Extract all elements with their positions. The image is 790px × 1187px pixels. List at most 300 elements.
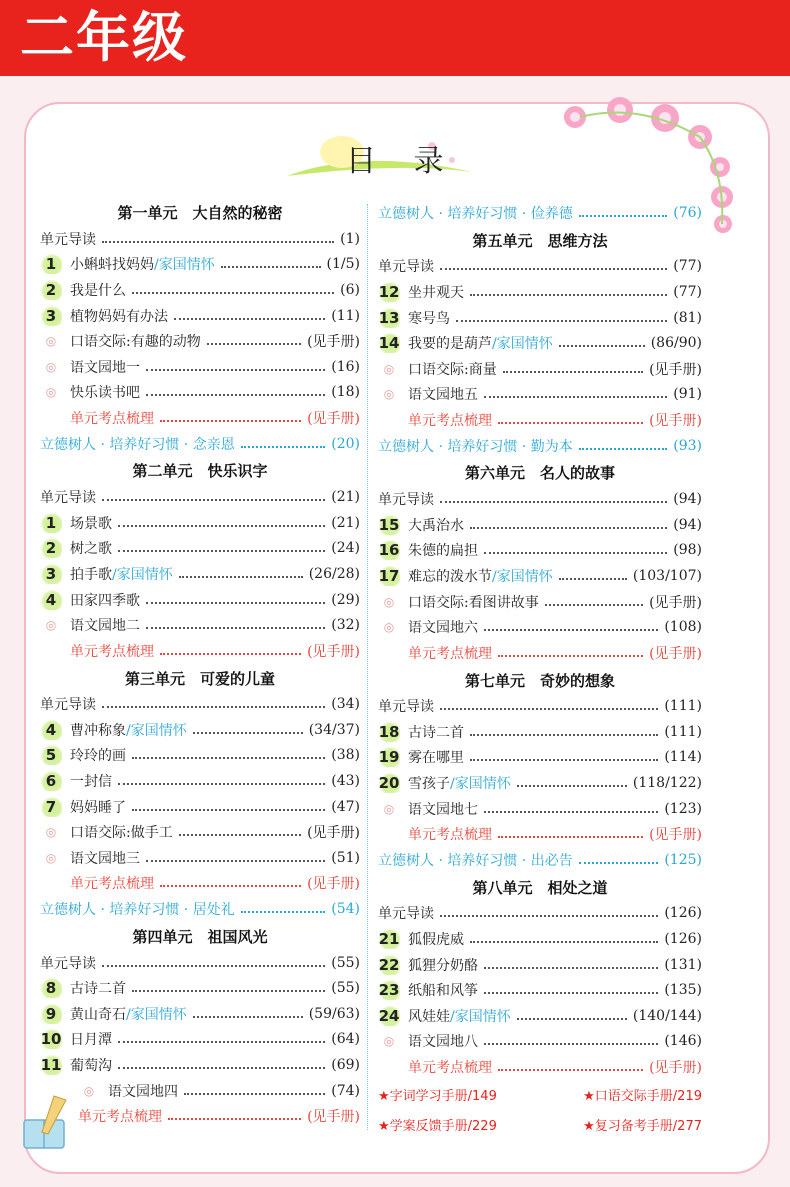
page-number: (38) xyxy=(331,747,360,764)
dot-leader xyxy=(498,836,643,838)
entry-title xyxy=(70,331,201,351)
entry-title xyxy=(40,229,96,249)
ring-bullet-icon: ◎ xyxy=(45,359,57,374)
dot-leader xyxy=(484,552,667,554)
lesson-number: 4 xyxy=(40,590,62,610)
toc-entry xyxy=(40,1078,360,1104)
toc-entry xyxy=(40,1001,360,1027)
entry-label: 立德树人 · 培养好习惯 · 念亲恩 xyxy=(40,436,235,453)
entry-title xyxy=(70,615,140,635)
entry-tag: /家国情怀 xyxy=(126,1006,187,1023)
entry-label: 单元考点梳理 xyxy=(70,643,154,660)
lesson-number: 12 xyxy=(378,282,400,301)
dot-leader xyxy=(484,811,658,813)
entry-title xyxy=(40,953,96,973)
entry-title xyxy=(378,256,434,276)
page-number: (见手册) xyxy=(649,594,702,611)
entry-label: 语文园地一 xyxy=(70,359,140,376)
entry-label: 我要的是葫芦 xyxy=(408,336,492,353)
dot-leader xyxy=(132,757,325,759)
lesson-number: 19 xyxy=(378,748,400,767)
unit-heading: 第三单元 可爱的儿童 xyxy=(124,669,275,688)
entry-label: 单元考点梳理 xyxy=(408,412,492,429)
toc-entry xyxy=(378,330,702,356)
entry-title xyxy=(70,1055,112,1075)
toc-entry xyxy=(40,277,360,303)
entry-title xyxy=(408,308,450,328)
dot-leader xyxy=(146,369,325,371)
page-number: (91) xyxy=(673,386,702,403)
toc-entry xyxy=(378,821,702,847)
entry-tag: /家国情怀 xyxy=(112,566,173,583)
toc-entry xyxy=(378,796,702,822)
ring-bullet-icon: ◎ xyxy=(383,1034,395,1049)
page-number: (24) xyxy=(331,540,360,557)
handbook-list xyxy=(378,1082,702,1142)
toc-entry xyxy=(378,719,702,745)
toc-entry xyxy=(378,770,702,796)
entry-label: 黄山奇石 xyxy=(70,1006,126,1023)
page-number: (见手册) xyxy=(307,410,360,427)
dot-leader xyxy=(579,448,668,450)
dot-leader xyxy=(179,576,303,578)
page-number: (见手册) xyxy=(649,412,702,429)
entry-title xyxy=(70,564,173,584)
entry-label: 日月潭 xyxy=(70,1032,112,1049)
toc-entry xyxy=(378,1003,702,1029)
toc-entry xyxy=(40,1103,360,1129)
dot-leader xyxy=(517,785,627,787)
entry-label: 纸船和风筝 xyxy=(408,983,478,1000)
banner xyxy=(0,0,790,76)
page-number: (55) xyxy=(331,954,360,971)
lesson-number: 3 xyxy=(40,564,62,584)
lesson-number: 23 xyxy=(378,981,400,1000)
entry-label: 田家四季歌 xyxy=(70,592,140,609)
page-number: (见手册) xyxy=(649,645,702,662)
entry-title xyxy=(70,306,168,326)
ring-bullet-icon: ◎ xyxy=(383,620,395,635)
lesson-number: 8 xyxy=(40,978,62,998)
dot-leader xyxy=(102,241,334,243)
dot-leader xyxy=(160,653,301,655)
entry-title xyxy=(40,899,235,919)
entry-title xyxy=(70,641,154,661)
entry-label: 单元导读 xyxy=(378,906,434,923)
lesson-number: 9 xyxy=(40,1004,62,1024)
right-column xyxy=(378,200,702,1080)
grade-title: 二年级 xyxy=(20,6,188,69)
entry-label: 小蝌蚪找妈妈 xyxy=(70,257,154,274)
entry-title xyxy=(378,436,573,456)
entry-title xyxy=(70,745,126,765)
entry-title xyxy=(408,722,464,742)
toc-entry xyxy=(378,433,702,459)
page-number: (16) xyxy=(331,358,360,375)
toc-entry xyxy=(40,896,360,922)
page-number: (55) xyxy=(331,980,360,997)
toc-entry xyxy=(378,901,702,927)
toc-entry xyxy=(378,486,702,512)
dot-leader xyxy=(470,294,667,296)
entry-title xyxy=(408,384,478,404)
dot-leader xyxy=(146,394,325,396)
page-number: (见手册) xyxy=(307,1109,360,1126)
dot-leader xyxy=(484,1043,658,1045)
entry-label: 单元考点梳理 xyxy=(408,827,492,844)
lesson-number: 24 xyxy=(378,1006,400,1025)
entry-label: 单元导读 xyxy=(40,490,96,507)
entry-label: 立德树人 · 培养好习惯 · 俭养德 xyxy=(378,205,573,222)
page-number: (21) xyxy=(331,514,360,531)
page-number: (114) xyxy=(664,749,702,766)
entry-label: 妈妈睡了 xyxy=(70,799,126,816)
page-number: (34) xyxy=(331,696,360,713)
toc-entry xyxy=(378,538,702,564)
entry-title xyxy=(408,824,492,844)
entry-label: 一封信 xyxy=(70,774,112,791)
toc-entry xyxy=(40,226,360,252)
unit-heading: 第四单元 祖国风光 xyxy=(132,927,268,946)
entry-label: 难忘的泼水节 xyxy=(408,568,492,585)
lesson-number: 21 xyxy=(378,930,400,949)
toc-title-area xyxy=(282,128,482,188)
lesson-number: 7 xyxy=(40,797,62,817)
toc-entry xyxy=(378,407,702,433)
page-number: (见手册) xyxy=(649,361,702,378)
entry-label: 单元导读 xyxy=(40,697,96,714)
toc-entry xyxy=(40,252,360,278)
dot-leader xyxy=(146,860,325,862)
dot-leader xyxy=(559,345,645,347)
page-number: (34/37) xyxy=(308,721,360,738)
toc-entry xyxy=(40,354,360,380)
unit-heading: 第五单元 思维方法 xyxy=(472,231,608,250)
page-number: (见手册) xyxy=(649,1060,702,1077)
page-number: (32) xyxy=(331,617,360,634)
entry-label: 单元考点梳理 xyxy=(70,876,154,893)
toc-entry xyxy=(40,845,360,871)
entry-label: 单元导读 xyxy=(378,492,434,509)
page-number: (43) xyxy=(331,773,360,790)
page-number: (123) xyxy=(664,800,702,817)
ring-bullet-icon: ◎ xyxy=(45,850,57,865)
entry-tag: /家国情怀 xyxy=(154,257,215,274)
page-number: (6) xyxy=(340,281,360,298)
toc-entry xyxy=(40,819,360,845)
dot-leader xyxy=(241,446,326,448)
dot-leader xyxy=(193,732,303,734)
dot-leader xyxy=(440,708,658,710)
dot-leader xyxy=(456,320,667,322)
ring-bullet-icon: ◎ xyxy=(383,594,395,609)
toc-entry xyxy=(40,510,360,536)
page-number: (59/63) xyxy=(308,1005,360,1022)
entry-label: 口语交际:有趣的动物 xyxy=(70,334,201,351)
toc-entry xyxy=(378,589,702,615)
dot-leader xyxy=(160,420,301,422)
toc-entry xyxy=(378,1054,702,1080)
entry-title xyxy=(40,694,96,714)
lesson-number: 17 xyxy=(378,566,400,585)
toc-entry xyxy=(40,975,360,1001)
entry-title xyxy=(408,333,553,353)
entry-tag: /家国情怀 xyxy=(450,776,511,793)
toc-entry xyxy=(378,1029,702,1055)
toc-entry xyxy=(40,380,360,406)
dot-leader xyxy=(193,1016,303,1018)
dot-leader xyxy=(498,655,643,657)
entry-title xyxy=(70,357,140,377)
page-number: (见手册) xyxy=(307,643,360,660)
lesson-number: 15 xyxy=(378,515,400,534)
entry-label: 古诗二首 xyxy=(70,981,126,998)
entry-label: 狐假虎威 xyxy=(408,932,464,949)
entry-label: 坐井观天 xyxy=(408,284,464,301)
page-number: (77) xyxy=(673,283,702,300)
entry-label: 单元导读 xyxy=(378,259,434,276)
page-number: (125) xyxy=(664,851,702,868)
entry-title xyxy=(378,850,573,870)
lesson-number: 5 xyxy=(40,745,62,765)
toc-entry xyxy=(40,561,360,587)
entry-label: 单元导读 xyxy=(40,231,96,248)
lesson-number: 2 xyxy=(40,538,62,558)
page-number: (118/122) xyxy=(632,775,702,792)
entry-title xyxy=(408,747,464,767)
unit-heading: 第一单元 大自然的秘密 xyxy=(117,204,283,222)
entry-label: 拍手歌 xyxy=(70,566,112,583)
handbook-review: ★复习备考手册/277 xyxy=(583,1119,702,1134)
page-number: (51) xyxy=(331,849,360,866)
dot-leader xyxy=(498,1069,643,1071)
dot-leader xyxy=(102,706,325,708)
entry-label: 语文园地四 xyxy=(108,1083,178,1100)
column-divider xyxy=(367,204,368,1130)
entry-title xyxy=(378,903,434,923)
entry-label: 语文园地二 xyxy=(70,618,140,635)
entry-title xyxy=(408,929,464,949)
entry-label: 语文园地三 xyxy=(70,850,140,867)
page-number: (64) xyxy=(331,1031,360,1048)
entry-title xyxy=(70,797,126,817)
page-number: (69) xyxy=(331,1057,360,1074)
entry-title xyxy=(408,1057,492,1077)
entry-label: 古诗二首 xyxy=(408,724,464,741)
entry-label: 立德树人 · 培养好习惯 · 居处礼 xyxy=(40,902,235,919)
dot-leader xyxy=(440,915,658,917)
dot-leader xyxy=(559,578,627,580)
toc-title: 目 录 xyxy=(346,144,458,179)
entry-label: 单元考点梳理 xyxy=(408,645,492,662)
left-column xyxy=(40,198,360,1129)
dot-leader xyxy=(498,422,643,424)
entry-label: 快乐读书吧 xyxy=(70,385,140,402)
dot-leader xyxy=(132,990,325,992)
dot-leader xyxy=(545,604,643,606)
lesson-number: 1 xyxy=(40,513,62,533)
book-pen-icon xyxy=(18,1090,78,1160)
entry-title xyxy=(70,382,140,402)
entry-title xyxy=(408,359,497,379)
toc-entry xyxy=(378,745,702,771)
entry-label: 树之歌 xyxy=(70,541,112,558)
toc-entry xyxy=(378,254,702,280)
entry-title xyxy=(78,1106,162,1126)
dot-leader xyxy=(221,266,321,268)
unit-heading: 第二单元 快乐识字 xyxy=(132,462,268,481)
toc-entry xyxy=(378,563,702,589)
dot-leader xyxy=(517,1018,627,1020)
dot-leader xyxy=(484,629,658,631)
entry-title xyxy=(378,203,573,223)
lesson-number: 11 xyxy=(40,1056,62,1075)
dot-leader xyxy=(118,1041,325,1043)
entry-tag: /家国情怀 xyxy=(126,722,187,739)
handbook-speaking: ★口语交际手册/219 xyxy=(583,1089,702,1104)
page-number: (86/90) xyxy=(650,335,702,352)
entry-title xyxy=(408,643,492,663)
page-number: (见手册) xyxy=(307,876,360,893)
toc-entry xyxy=(40,638,360,664)
lesson-number: 18 xyxy=(378,722,400,741)
page-number: (108) xyxy=(664,619,702,636)
lesson-number: 6 xyxy=(40,771,62,791)
entry-title xyxy=(408,955,478,975)
entry-label: 语文园地五 xyxy=(408,387,478,404)
page-number: (131) xyxy=(664,956,702,973)
page-number: (47) xyxy=(331,798,360,815)
entry-title xyxy=(408,617,478,637)
entry-label: 寒号鸟 xyxy=(408,310,450,327)
entry-title xyxy=(408,566,553,586)
dot-leader xyxy=(470,527,667,529)
dot-leader xyxy=(118,783,325,785)
toc-entry xyxy=(378,977,702,1003)
entry-label: 朱德的扁担 xyxy=(408,543,478,560)
entry-label: 雾在哪里 xyxy=(408,750,464,767)
dot-leader xyxy=(184,1093,325,1095)
dot-leader xyxy=(118,1067,325,1069)
entry-title xyxy=(70,590,140,610)
entry-tag: /家国情怀 xyxy=(450,1008,511,1025)
page-number: (见手册) xyxy=(307,825,360,842)
entry-title xyxy=(70,720,187,740)
page-number: (20) xyxy=(331,435,360,452)
page-number: (54) xyxy=(331,901,360,918)
entry-label: 风娃娃 xyxy=(408,1008,450,1025)
ring-bullet-icon: ◎ xyxy=(45,825,57,840)
entry-title xyxy=(408,773,511,793)
toc-entry xyxy=(378,382,702,408)
toc-entry xyxy=(40,717,360,743)
toc-entry xyxy=(378,847,702,873)
entry-title xyxy=(70,978,126,998)
page-number: (1/5) xyxy=(326,256,360,273)
toc-entry xyxy=(40,405,360,431)
entry-label: 口语交际:看图讲故事 xyxy=(408,594,539,611)
entry-label: 玲玲的画 xyxy=(70,748,126,765)
entry-label: 立德树人 · 培养好习惯 · 勤为本 xyxy=(378,438,573,455)
dot-leader xyxy=(160,885,301,887)
entry-label: 狐狸分奶酪 xyxy=(408,957,478,974)
ring-bullet-icon: ◎ xyxy=(83,1083,95,1098)
lesson-number: 20 xyxy=(378,774,400,793)
toc-entry xyxy=(378,512,702,538)
toc-entry xyxy=(40,1052,360,1078)
entry-label: 单元考点梳理 xyxy=(70,410,154,427)
dot-leader xyxy=(470,941,658,943)
entry-title xyxy=(70,408,154,428)
entry-label: 口语交际:商量 xyxy=(408,361,497,378)
dot-leader xyxy=(579,862,659,864)
lesson-number: 2 xyxy=(40,280,62,300)
toc-entry xyxy=(40,303,360,329)
lesson-number: 16 xyxy=(378,541,400,560)
dot-leader xyxy=(179,834,301,836)
page-number: (111) xyxy=(664,723,702,740)
page-number: (126) xyxy=(664,905,702,922)
entry-title xyxy=(408,799,478,819)
lesson-number: 14 xyxy=(378,334,400,353)
entry-tag: /家国情怀 xyxy=(492,568,553,585)
lesson-number: 22 xyxy=(378,955,400,974)
entry-tag: /家国情怀 xyxy=(492,336,553,353)
toc-entry xyxy=(40,431,360,457)
handbook-feedback: ★学案反馈手册/229 xyxy=(378,1119,497,1134)
page-number: (146) xyxy=(664,1033,702,1050)
page-number: (76) xyxy=(673,204,702,221)
dot-leader xyxy=(168,1118,301,1120)
entry-title xyxy=(70,848,140,868)
toc-entry xyxy=(40,692,360,718)
page-number: (81) xyxy=(673,309,702,326)
entry-label: 我是什么 xyxy=(70,282,126,299)
entry-label: 大禹治水 xyxy=(408,517,464,534)
dot-leader xyxy=(174,318,325,320)
toc-entry xyxy=(40,328,360,354)
entry-title xyxy=(70,771,112,791)
lesson-number: 3 xyxy=(40,306,62,326)
ring-bullet-icon: ◎ xyxy=(45,618,57,633)
entry-title xyxy=(40,487,96,507)
page-number: (135) xyxy=(664,982,702,999)
entry-title xyxy=(70,873,154,893)
toc-entry xyxy=(378,640,702,666)
unit-heading: 第六单元 名人的故事 xyxy=(464,464,615,483)
entry-title xyxy=(70,538,112,558)
ring-bullet-icon: ◎ xyxy=(45,334,57,349)
entry-title xyxy=(408,515,464,535)
entry-label: 语文园地七 xyxy=(408,801,478,818)
entry-title xyxy=(408,980,478,1000)
entry-title xyxy=(408,410,492,430)
dot-leader xyxy=(118,525,325,527)
toc-entry xyxy=(40,871,360,897)
page-number: (11) xyxy=(331,307,360,324)
entry-label: 单元导读 xyxy=(40,955,96,972)
toc-entry xyxy=(40,1027,360,1053)
dot-leader xyxy=(440,501,667,503)
page-number: (140/144) xyxy=(632,1007,702,1024)
toc-entry xyxy=(40,743,360,769)
page-number: (93) xyxy=(673,437,702,454)
entry-label: 语文园地六 xyxy=(408,620,478,637)
entry-title xyxy=(40,434,235,454)
page-number: (94) xyxy=(673,491,702,508)
dot-leader xyxy=(579,215,668,217)
entry-title xyxy=(70,1029,112,1049)
